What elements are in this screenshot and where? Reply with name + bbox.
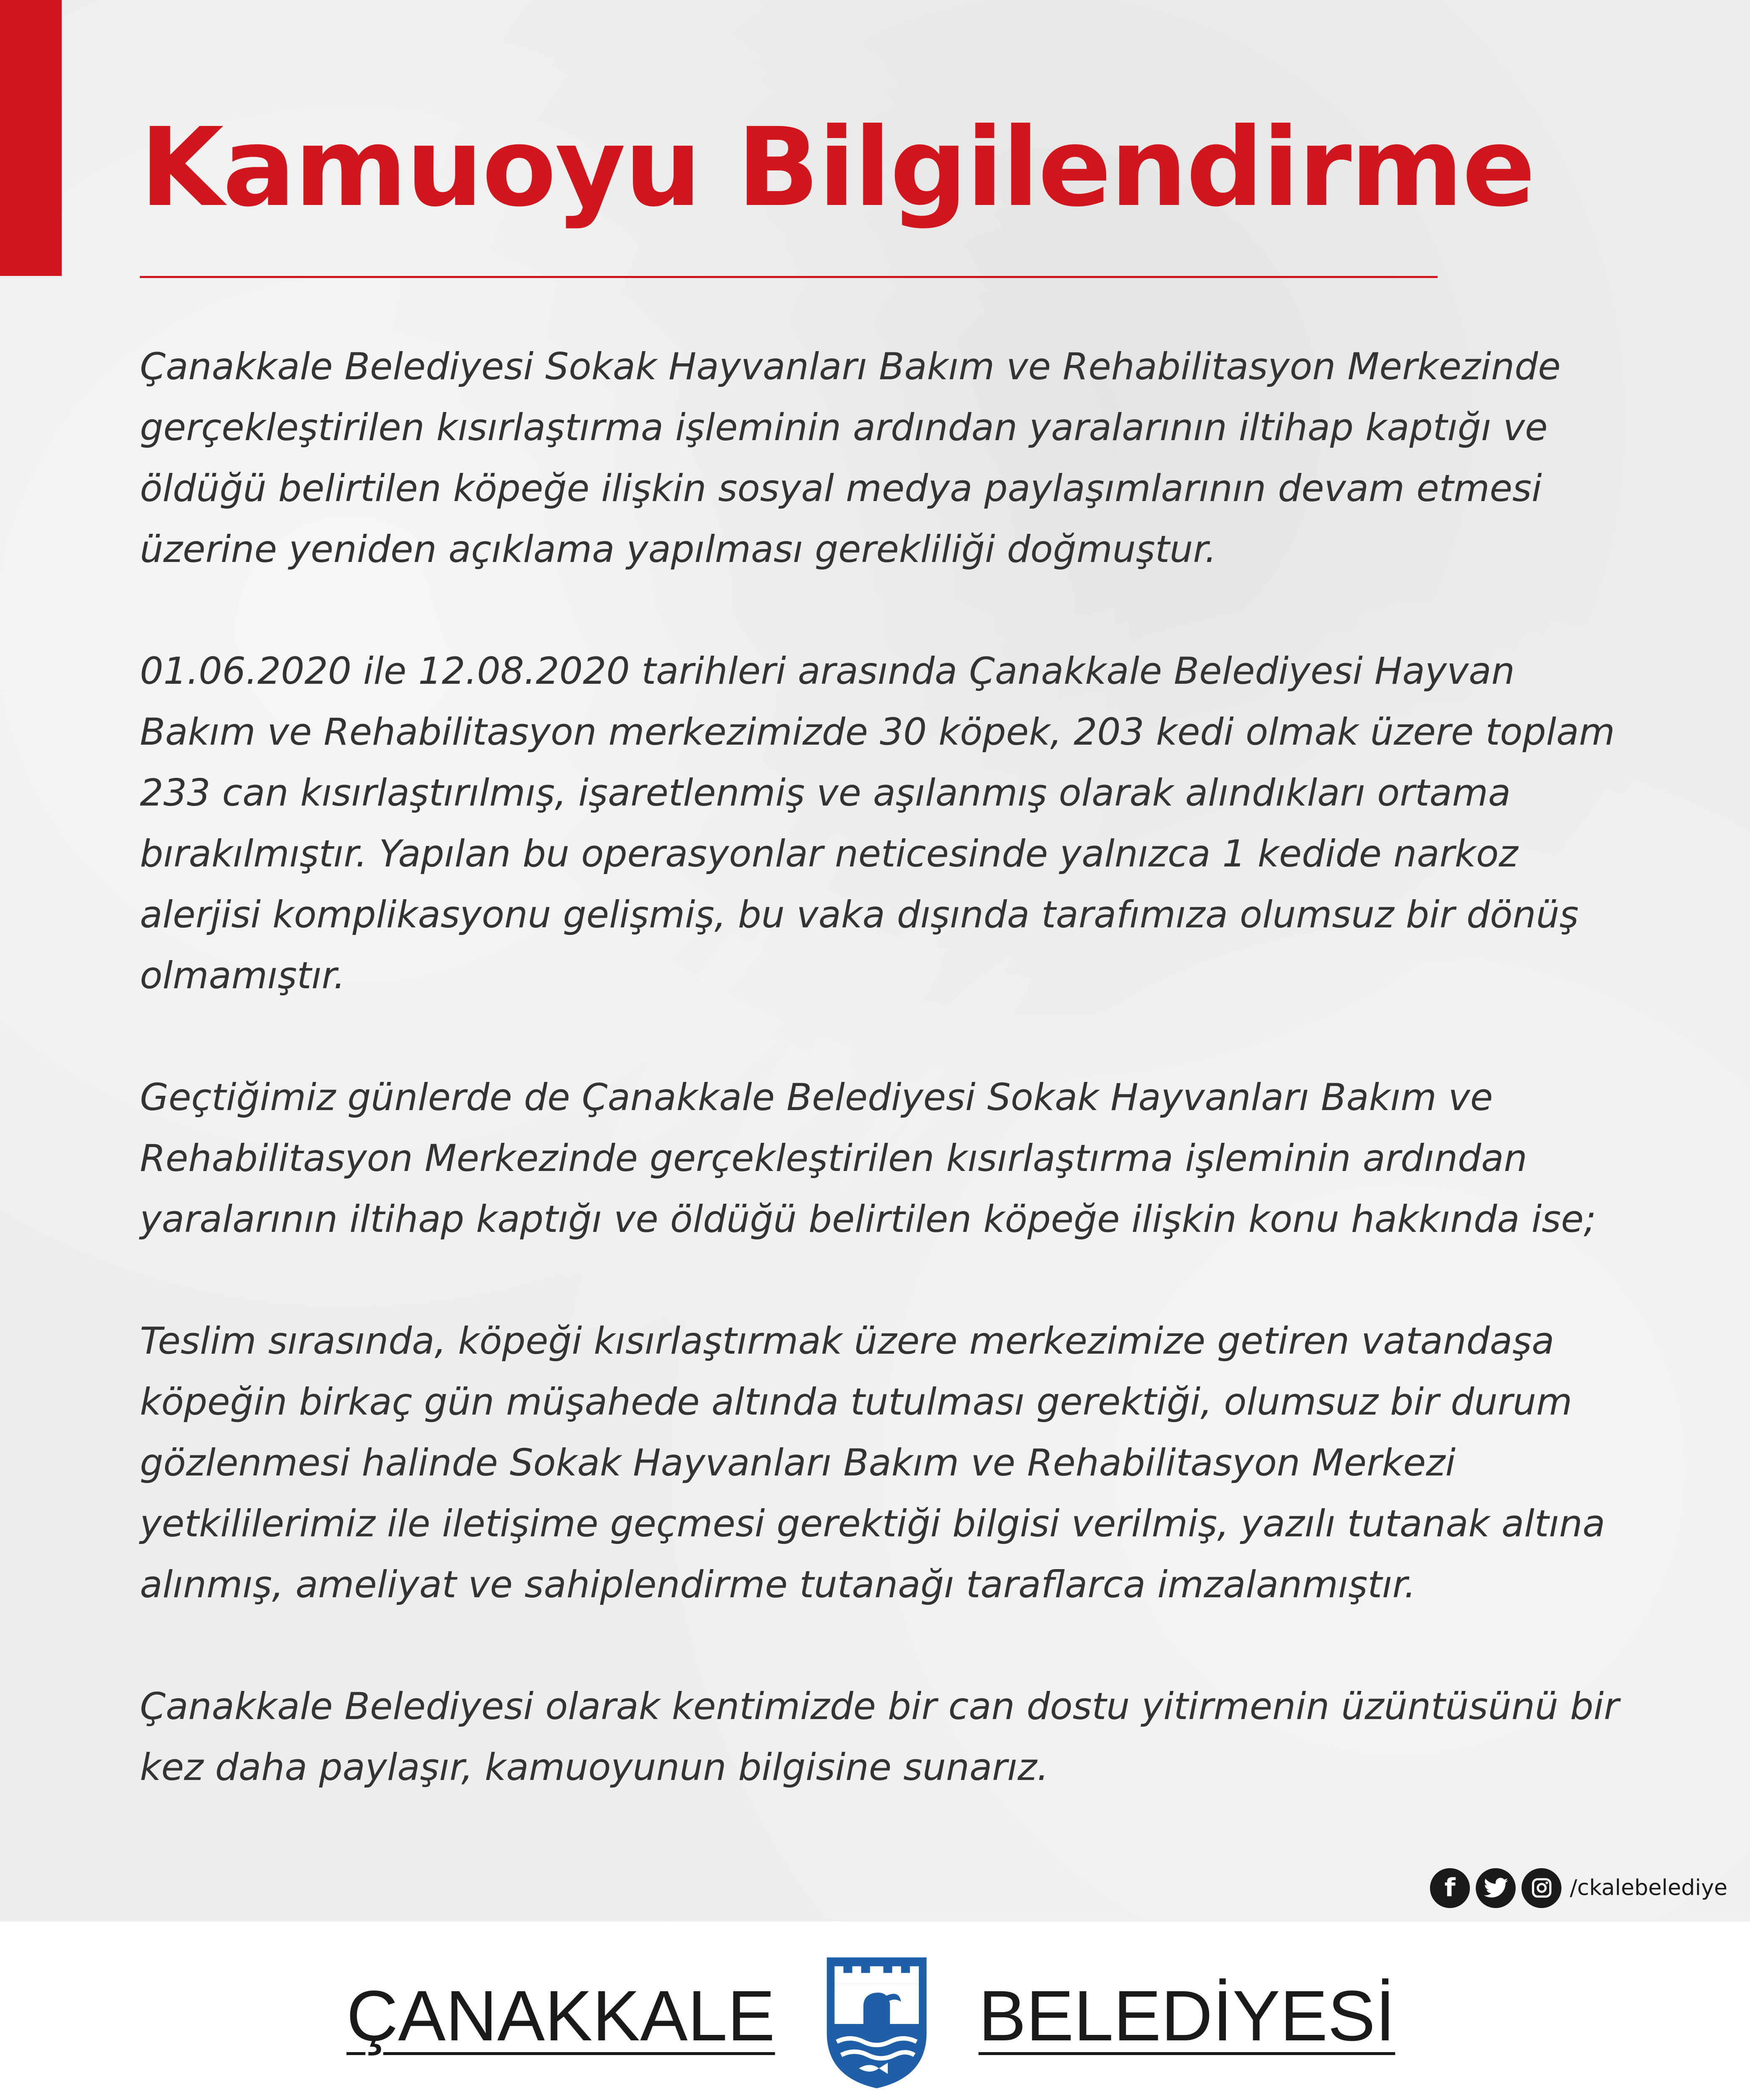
footer-municipality-word: BELEDİYESİ [979,1976,1396,2056]
social-links [1430,1867,1727,1909]
paragraph-intro: Çanakkale Belediyesi Sokak Hayvanları Bakım ve Rehabilitasyon Merkezinde gerçekleştirilen kısırlaştırma işleminin ardından yaralarının iltihap kaptığı ve öldüğü belirtilen köpeğe ilişkin sosyal medya paylaşımlarının devam etmesi üzerine yeniden açıklama yapılması gerekliliği doğmuştur. [140,345,1561,571]
footer-city-name: ÇANAKKALE [346,1976,775,2056]
instagram-icon[interactable] [1522,1868,1561,1908]
announcement-body [140,336,1635,1798]
paragraph-handover: Teslim sırasında, köpeği kısırlaştırmak üzere merkezimize getiren vatandaşa köpeğin birkaç gün müşahede altında tutulması gerektiği, olumsuz bir durum gözlenmesi halinde Sokak Hayvanları Bakım ve Rehabilitasyon Merkezi yetkililerimiz ile iletişime geçmesi gerektiği bilgisi verilmiş, yazılı tutanak altına alınmış, ameliyat ve sahiplendirme tutanağı taraflarca imzalanmıştır. [140,1319,1606,1606]
twitter-icon[interactable] [1476,1868,1516,1908]
paragraph-incident: Geçtiğimiz günlerde de Çanakkale Belediyesi Sokak Hayvanları Bakım ve Rehabilitasyon Merkezinde gerçekleştirilen kısırlaştırma işleminin ardından yaralarının iltihap kaptığı ve öldüğü belirtilen köpeğe ilişkin konu hakkında ise; [140,1076,1596,1241]
title-divider [140,276,1438,278]
municipality-seal-icon [821,1953,932,2092]
social-handle[interactable]: /ckalebelediye [1570,1875,1728,1900]
footer-banner [0,1922,1750,2100]
red-accent-bar [0,0,62,276]
paragraph-statistics: 01.06.2020 ile 12.08.2020 tarihleri arasında Çanakkale Belediyesi Hayvan Bakım ve Rehabilitasyon merkezimizde 30 köpek, 203 kedi olmak üzere toplam 233 can kısırlaştırılmış, işaretlenmiş ve aşılanmış olarak alındıkları ortama bırakılmıştır. Yapılan bu operasyonlar neticesinde yalnızca 1 kedide narkoz alerjisi komplikasyonu gelişmiş, bu vaka dışında tarafımıza olumsuz bir dönüş olmamıştır. [140,649,1615,997]
facebook-icon[interactable]: f [1430,1868,1470,1908]
paragraph-closing: Çanakkale Belediyesi olarak kentimizde bir can dostu yitirmenin üzüntüsünü bir kez daha paylaşır, kamuoyunun bilgisine sunarız. [140,1685,1619,1789]
page-title: Kamuoyu Bilgilendirme [140,105,1535,231]
